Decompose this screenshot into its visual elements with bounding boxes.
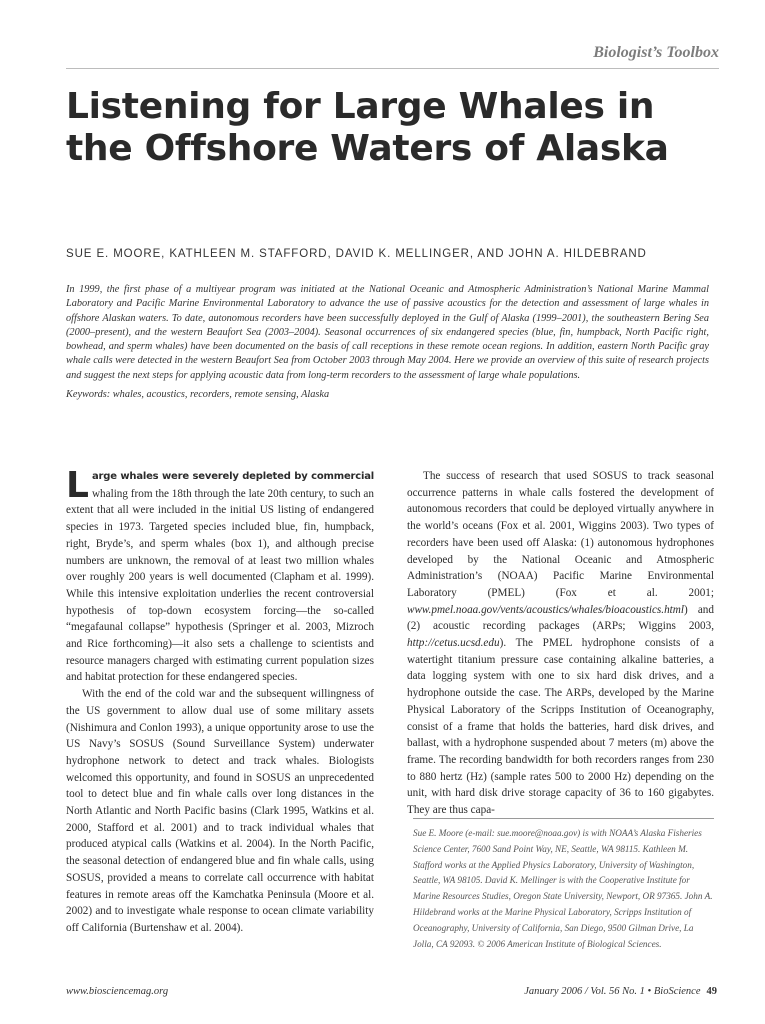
issue-citation: January 2006 / Vol. 56 No. 1 • BioScience bbox=[524, 986, 701, 997]
body-column-right bbox=[407, 468, 714, 819]
body-paragraph-2: With the end of the cold war and the subsequent willingness of the US government to allow dual use of some military assets (Nishimura and Conlon 1993), a unique opportunity arose to use the US Navy’s SOSUS (Sound Surveillance System) underwater hydrophone network to detect and track whales. Biologists welcomed this opportunity, and found in SOSUS an unprecedented tool to detect blue and fin whale calls over long distances in the North Atlantic and North Pacific basins (Clark 1995, Watkins et al. 2000, Stafford et al. 2001) and to track individual whales that produced atypical calls (Watkins et al. 2004). In the North Pacific, the seasonal detection of endangered blue and fin whale calls, using SOSUS, provided a means to correlate call occurrence with habitat features in remote areas off the Kamchatka Peninsula (Moore et al. 2002) and to investigate whale response to ocean climate variability off California (Burtenshaw et al. 2004). bbox=[66, 688, 374, 934]
footer-issue-info bbox=[524, 986, 717, 997]
title-line-2: the Offshore Waters of Alaska bbox=[66, 128, 669, 169]
article-title bbox=[66, 86, 726, 170]
body-paragraph-1 bbox=[66, 465, 374, 686]
section-label: Biologist’s Toolbox bbox=[593, 44, 719, 61]
keywords: Keywords: whales, acoustics, recorders, remote sensing, Alaska bbox=[66, 389, 330, 400]
body-paragraph-3 bbox=[407, 468, 714, 819]
page-number: 49 bbox=[706, 986, 717, 997]
pmel-url-link[interactable]: www.pmel.noaa.gov/vents/acoustics/whales/bioacoustics.html bbox=[407, 603, 684, 616]
paragraph-text: ) and (2) acoustic recording packages (ARPs; Wiggins 2003, bbox=[407, 603, 714, 633]
affiliation-divider bbox=[413, 818, 714, 819]
author-affiliations: Sue E. Moore (e-mail: sue.moore@noaa.gov) is with NOAA’s Alaska Fisheries Science Center, 7600 Sand Point Way, NE, Seattle, WA 98115. Kathleen M. Stafford works at the Applied Physics Laboratory, University of Washington, Seattle, WA 98105. David K. Mellinger is with the Cooperative Institute for Marine Resources Studies, Oregon State University, Newport, OR 97365. John A. Hildebrand works at the Marine Physical Laboratory, Scripps Institution of Oceanography, University of California, San Diego, 9500 Gilman Drive, La Jolla, CA 92093. © 2006 American Institute of Biological Sciences. bbox=[413, 828, 713, 949]
title-line-1: Listening for Large Whales in bbox=[66, 86, 655, 127]
arp-url-link[interactable]: http://cetus.ucsd.edu bbox=[407, 637, 500, 650]
footer-website[interactable]: www.biosciencemag.org bbox=[66, 986, 169, 997]
paragraph-text: whaling from the 18th through the late 20th century, to such an extent that all were included in the initial US listing of endangered species in 1973. Targeted species included blue, fin, humpback, right, Bryde’s, and sperm whales (box 1), and although precise numbers are unknown, the removal of at least two million whales over roughly 200 years is well documented (Clapham et al. 1999). While this intensive exploitation underlies the recent controversial hypothesis of top-down ecosystem forcing—the so-called “megafaunal collapse” hypothesis (Springer et al. 2003, Mizroch and Rice forthcoming)—it also sets a challenge to scientists and resource managers charged with estimating current population sizes and habitat protection for these endangered species. bbox=[66, 487, 374, 684]
section-divider bbox=[66, 68, 719, 69]
abstract: In 1999, the first phase of a multiyear program was initiated at the National Oceanic and Atmospheric Administration’s National Marine Mammal Laboratory and Pacific Marine Environmental Laboratory to advance the use of passive acoustics for the detection and assessment of large whales in offshore Alaskan waters. To date, autonomous recorders have been successfully deployed in the Gulf of Alaska (1999–2001), the southeastern Bering Sea (2000–present), and the western Beaufort Sea (2003–2004). Seasonal occurrences of six endangered species (blue, fin, humpback, North Pacific right, bowhead, and sperm whales) have been documented on the basis of call receptions in these remote ocean regions. In addition, eastern North Pacific gray whale calls were detected in the western Beaufort Sea from October 2003 through May 2004. Here we provide an overview of this suite of research projects and suggest the next steps for applying acoustic data from long-term recorders to the assessment of large whale populations. bbox=[66, 284, 709, 381]
paragraph-text: The success of research that used SOSUS to track seasonal occurrence patterns in whale calls fostered the development of autonomous recorders that could be deployed virtually anywhere in the world’s oceans (Fox et al. 2001, Wiggins 2003). Two types of recorders have been used off Alaska: (1) autonomous hydrophones developed by the National Oceanic and Atmospheric Administration’s (NOAA) Pacific Marine Environmental Laboratory (PMEL) (Fox et al. 2001; bbox=[407, 470, 714, 599]
author-list: SUE E. MOORE, KATHLEEN M. STAFFORD, DAVID K. MELLINGER, AND JOHN A. HILDEBRAND bbox=[66, 248, 647, 260]
lead-in-text: arge whales were severely depleted by commercial bbox=[91, 471, 374, 482]
paragraph-text: ). The PMEL hydrophone consists of a watertight titanium pressure case containing alkaline batteries, a data logging system with one to six hard disk drives, and a hydrophone outside the case. The ARPs, developed by the Marine Physical Laboratory of the Scripps Institution of Oceanography, consist of a frame that holds the batteries, hard disk drives, and ballast, with a hydrophone suspended about 7 meters (m) above the frame. The recording bandwidth for both recorders ranges from 230 to 880 hertz (Hz) (sample rates 500 to 2000 Hz) depending on the unit, with hard disk drive storage capacity of 36 to 160 gigabytes. They are thus capa- bbox=[407, 637, 714, 817]
body-column-left bbox=[66, 465, 374, 937]
drop-cap: L bbox=[66, 465, 89, 506]
